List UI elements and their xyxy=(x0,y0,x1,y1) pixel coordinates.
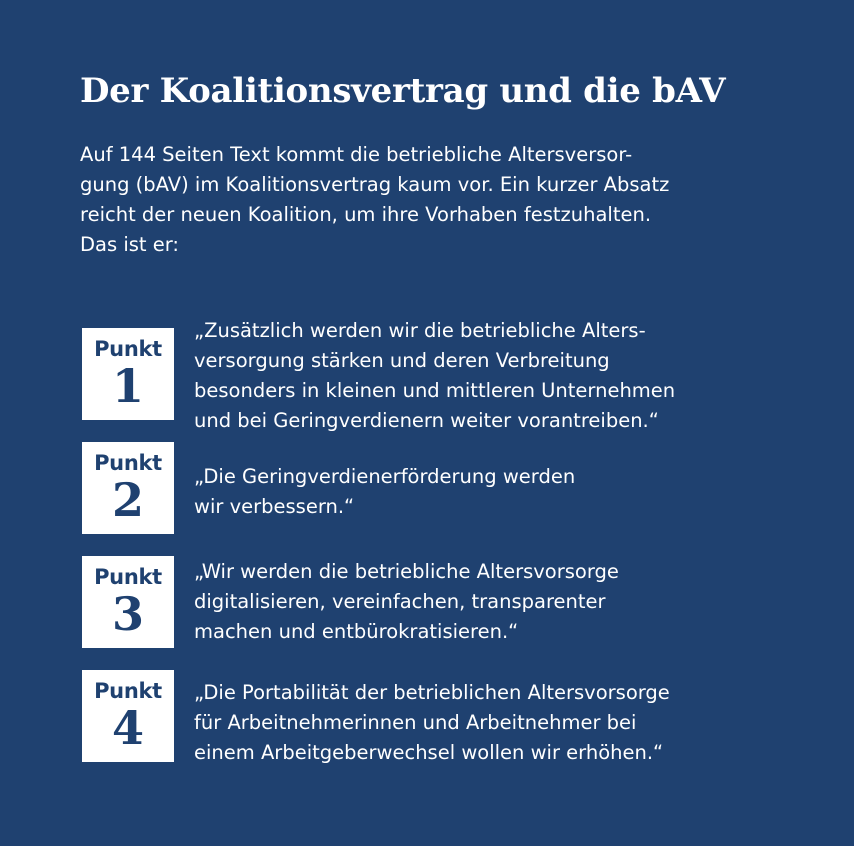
badge-number: 4 xyxy=(111,701,144,755)
point-badge-2 xyxy=(82,442,174,534)
quote-line: einem Arbeitgeberwechsel wollen wir erhöhen.“ xyxy=(194,741,664,764)
quote-line: und bei Geringverdienern weiter vorantreiben.“ xyxy=(194,409,659,432)
badge-number: 3 xyxy=(111,587,144,641)
point-quote-4 xyxy=(194,678,670,768)
badge-label: Punkt xyxy=(94,451,162,475)
quote-line: wir verbessern.“ xyxy=(194,495,355,518)
quote-line: versorgung stärken und deren Verbreitung xyxy=(194,349,610,372)
intro-line: Das ist er: xyxy=(80,233,179,256)
point-badge-3 xyxy=(82,556,174,648)
intro-line: reicht der neuen Koalition, um ihre Vorhaben festzuhalten. xyxy=(80,203,652,226)
quote-line: „Die Geringverdienerförderung werden xyxy=(194,465,576,488)
badge-label: Punkt xyxy=(94,565,162,589)
quote-line: „Die Portabilität der betrieblichen Altersvorsorge xyxy=(194,681,670,704)
page-title: Der Koalitionsvertrag und die bAV xyxy=(80,71,726,111)
quote-line: besonders in kleinen und mittleren Unternehmen xyxy=(194,379,676,402)
quote-line: für Arbeitnehmerinnen und Arbeitnehmer bei xyxy=(194,711,637,734)
point-badge-4 xyxy=(82,670,174,762)
point-quote-3 xyxy=(194,557,619,647)
intro-line: gung (bAV) im Koalitionsvertrag kaum vor. Ein kurzer Absatz xyxy=(80,173,670,196)
quote-line: „Zusätzlich werden wir die betriebliche Alters- xyxy=(194,319,646,342)
point-badge-1 xyxy=(82,328,174,420)
quote-line: machen und entbürokratisieren.“ xyxy=(194,620,519,643)
quote-line: digitalisieren, vereinfachen, transparenter xyxy=(194,590,606,613)
quote-line: „Wir werden die betriebliche Altersvorsorge xyxy=(194,560,619,583)
badge-label: Punkt xyxy=(94,337,162,361)
intro-line: Auf 144 Seiten Text kommt die betriebliche Altersversor- xyxy=(80,143,633,166)
badge-number: 1 xyxy=(111,359,144,413)
point-quote-2 xyxy=(194,462,575,522)
badge-number: 2 xyxy=(111,473,144,527)
point-quote-1 xyxy=(194,316,675,436)
badge-label: Punkt xyxy=(94,679,162,703)
intro-paragraph xyxy=(80,140,780,260)
